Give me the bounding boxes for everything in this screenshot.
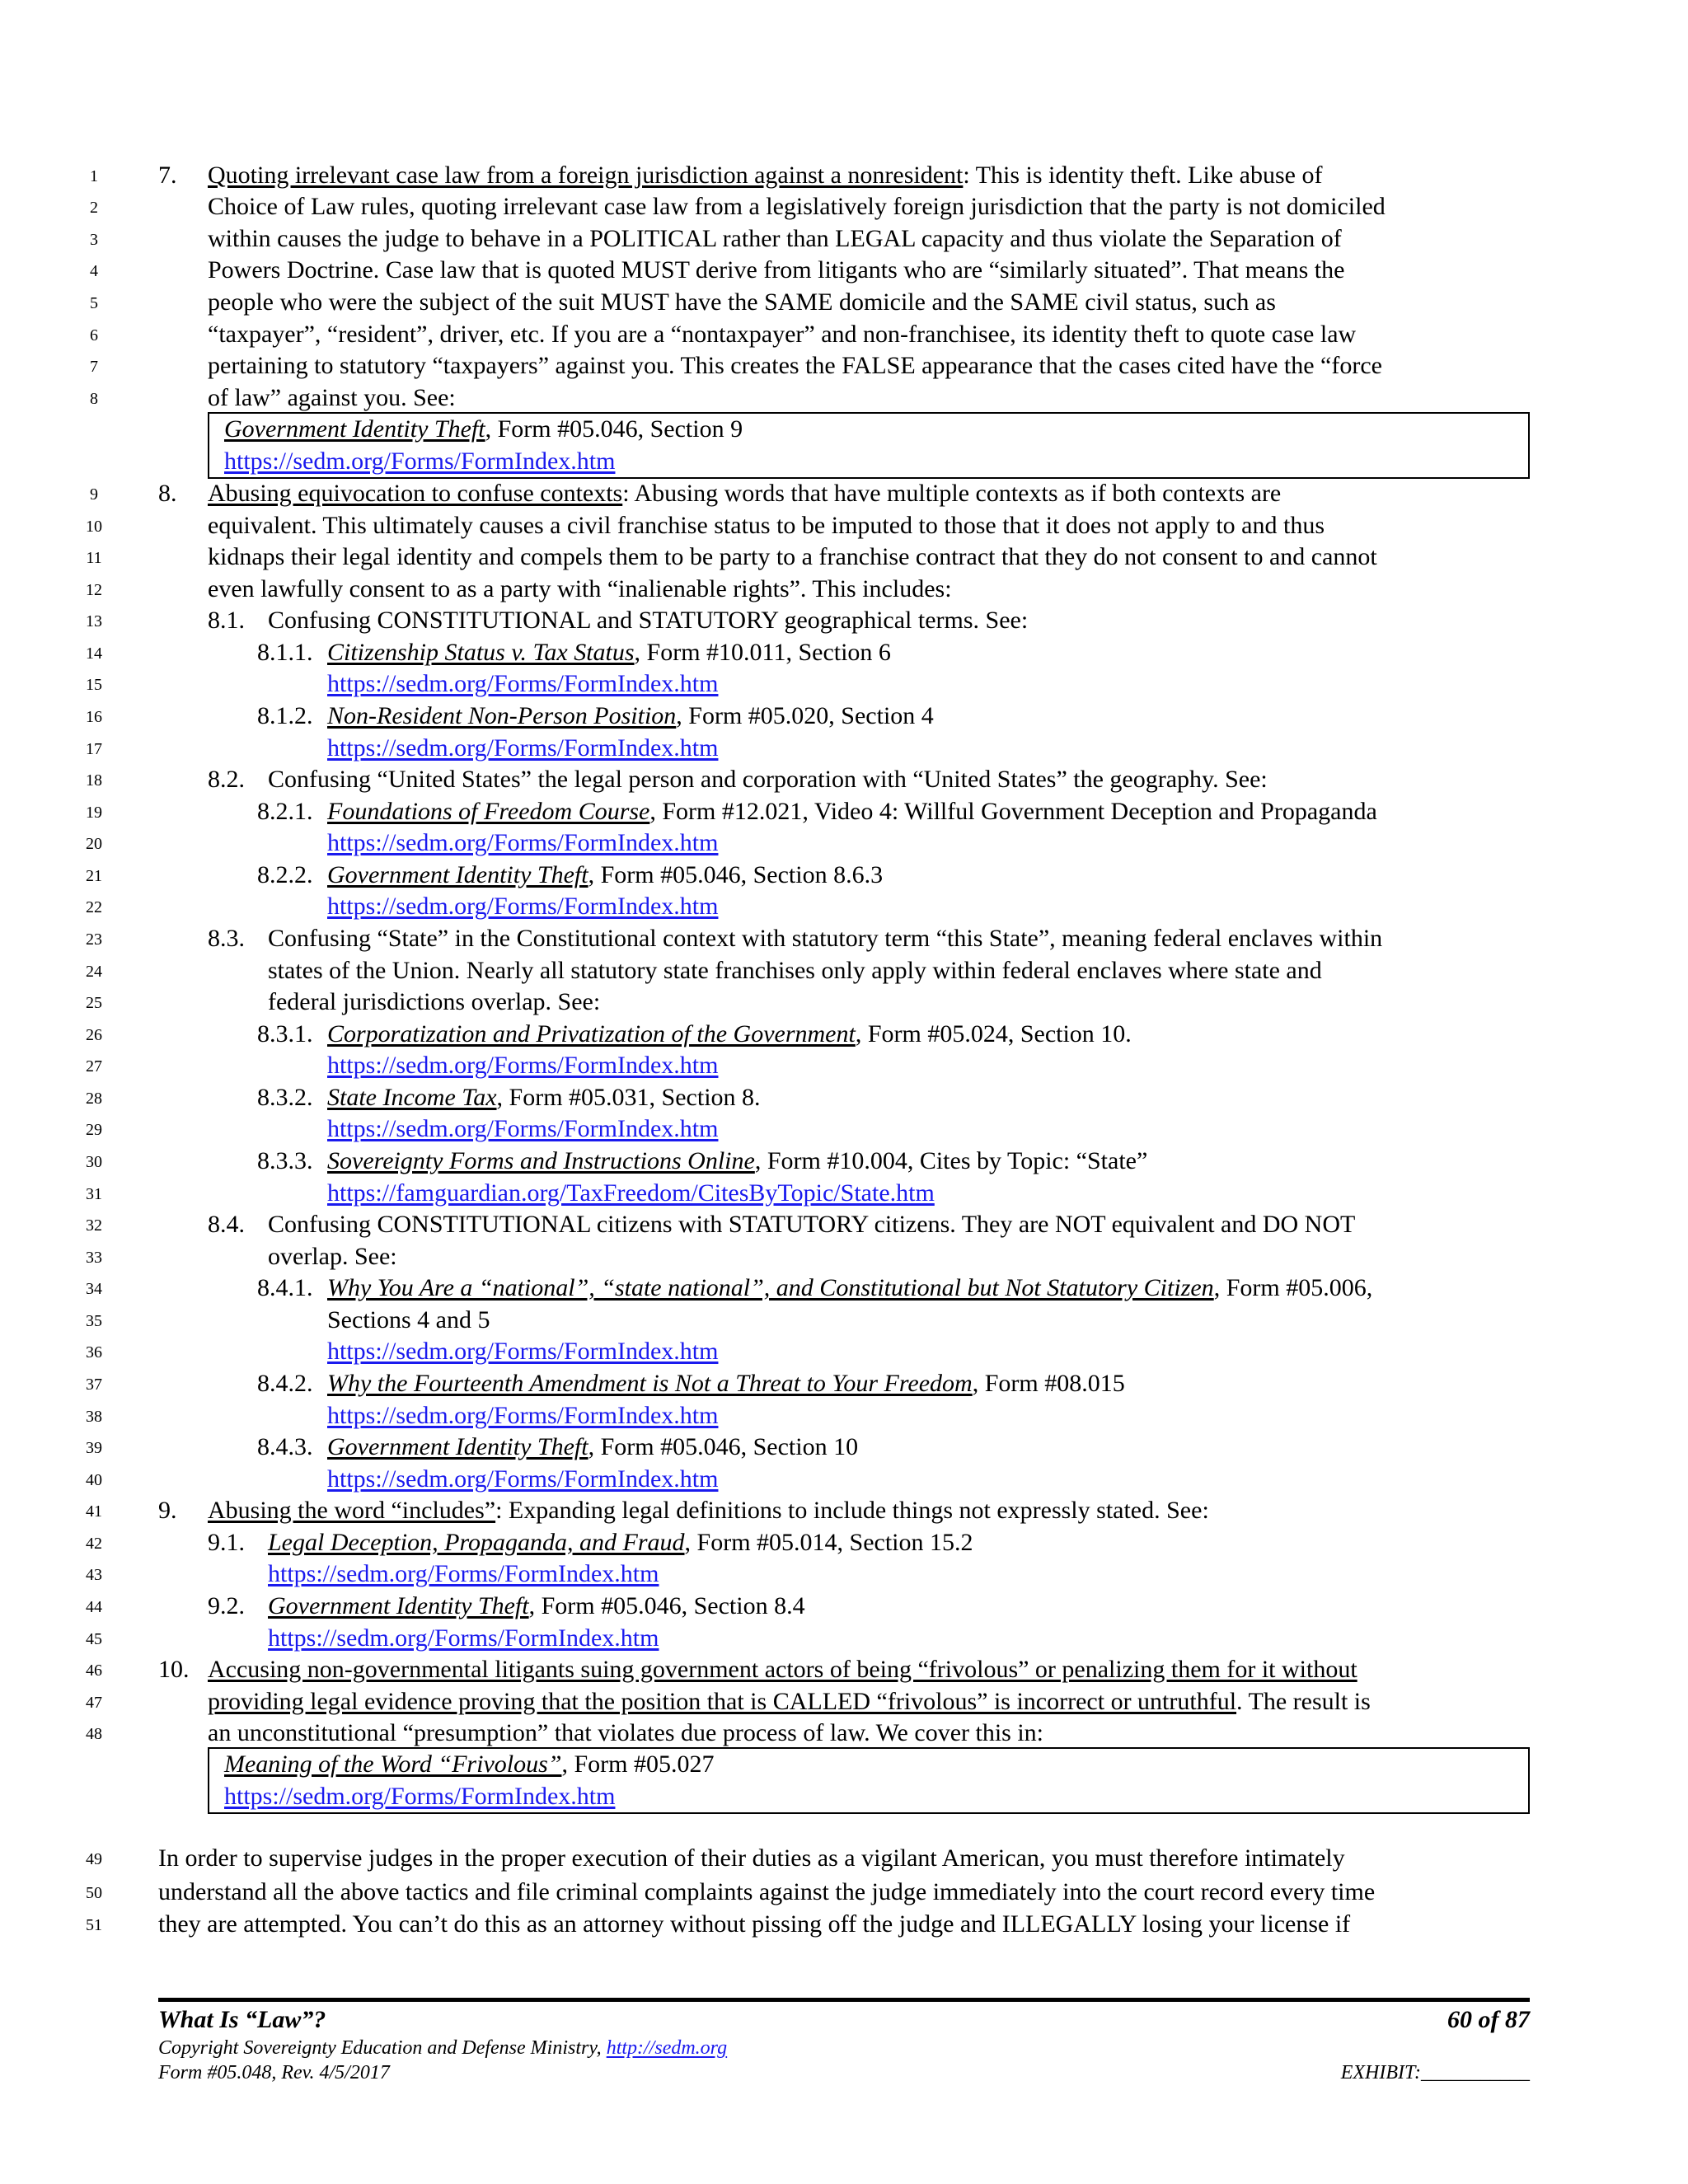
text-line: Powers Doctrine. Case law that is quoted MUST derive from litigants who are “similarly situated”. That means the <box>208 256 1345 284</box>
line-number: 14 <box>86 644 102 663</box>
reference-link[interactable]: https://sedm.org/Forms/FormIndex.htm <box>268 1560 659 1587</box>
line-number: 24 <box>86 963 102 981</box>
line-number: 8 <box>90 390 98 408</box>
form-revision: Form #05.048, Rev. 4/5/2017 <box>158 2062 390 2083</box>
reference-title: Why the Fourteenth Amendment is Not a Threat to Your Freedom <box>327 1370 973 1397</box>
link-line <box>327 668 718 700</box>
line-number: 18 <box>86 771 102 790</box>
reference-link[interactable]: https://sedm.org/Forms/FormIndex.htm <box>327 670 719 697</box>
link-line <box>327 1464 718 1495</box>
reference-line: Why You Are a “national”, “state national”, and Constitutional but Not Statutory Citizen, Form #05.006, <box>327 1274 1373 1301</box>
subitem-number: 9.1. <box>208 1529 245 1556</box>
subitem-number: 8.1.2. <box>257 702 313 729</box>
text-line: Confusing “United States” the legal person and corporation with “United States” the geography. See: <box>268 766 1268 793</box>
reference-title: Citizenship Status v. Tax Status <box>327 639 635 666</box>
line-number: 49 <box>86 1850 102 1868</box>
reference-link[interactable]: https://famguardian.org/TaxFreedom/CitesByTopic/State.htm <box>327 1179 935 1207</box>
reference-line: Legal Deception, Propaganda, and Fraud, Form #05.014, Section 15.2 <box>268 1529 973 1556</box>
text-line: pertaining to statutory “taxpayers” against you. This creates the FALSE appearance that the cases cited have the “force <box>208 352 1382 379</box>
text-line: of law” against you. See: <box>208 384 456 411</box>
line-number: 34 <box>86 1280 102 1298</box>
box-link-line <box>224 1781 615 1812</box>
subitem-number: 8.4.3. <box>257 1433 313 1460</box>
line-number: 10 <box>86 518 102 536</box>
line-number: 41 <box>86 1502 102 1521</box>
reference-link[interactable]: https://sedm.org/Forms/FormIndex.htm <box>224 1783 616 1810</box>
line-number: 20 <box>86 835 102 853</box>
line-number: 19 <box>86 804 102 822</box>
line-number: 22 <box>86 898 102 916</box>
text-line: Abusing the word “includes”: Expanding legal definitions to include things not expressly stated. See: <box>208 1497 1209 1524</box>
line-number: 11 <box>86 549 102 567</box>
line-number: 1 <box>90 167 98 185</box>
exhibit-label: EXHIBIT:___________ <box>1340 2062 1530 2083</box>
text-line: Confusing “State” in the Constitutional context with statutory term “this State”, meaning federal enclaves within <box>268 925 1383 952</box>
line-number: 51 <box>86 1916 102 1934</box>
line-number: 46 <box>86 1661 102 1680</box>
reference-link[interactable]: https://sedm.org/Forms/FormIndex.htm <box>268 1624 659 1652</box>
subitem-number: 8.4. <box>208 1211 245 1238</box>
line-number: 45 <box>86 1630 102 1648</box>
text-line <box>208 1654 1357 1685</box>
reference-line: Sovereignty Forms and Instructions Online, Form #10.004, Cites by Topic: “State” <box>327 1147 1148 1174</box>
link-line <box>327 1400 718 1432</box>
text-line: people who were the subject of the suit MUST have the SAME domicile and the SAME civil status, such as <box>208 288 1276 316</box>
link-line <box>327 1050 718 1081</box>
text-line: Choice of Law rules, quoting irrelevant case law from a legislatively foreign jurisdiction that the party is not domiciled <box>208 193 1386 220</box>
reference-link[interactable]: https://sedm.org/Forms/FormIndex.htm <box>327 1338 719 1365</box>
line-number: 9 <box>90 485 98 504</box>
line-number: 17 <box>86 740 102 758</box>
reference-link[interactable]: https://sedm.org/Forms/FormIndex.htm <box>327 1052 719 1079</box>
text-line: understand all the above tactics and file criminal complaints against the judge immediately into the court record every time <box>158 1878 1376 1905</box>
reference-title: State Income Tax <box>327 1084 497 1111</box>
document-title: What Is “Law”? <box>158 2006 326 2033</box>
text-line: an unconstitutional “presumption” that violates due process of law. We cover this in: <box>208 1719 1044 1746</box>
text-line: kidnaps their legal identity and compels them to be party to a franchise contract that they do not consent to and cannot <box>208 543 1377 570</box>
item-heading: Abusing the word “includes” <box>208 1497 496 1524</box>
line-number: 25 <box>86 994 102 1012</box>
subitem-number: 8.1. <box>208 607 245 634</box>
reference-line: Non-Resident Non-Person Position, Form #05.020, Section 4 <box>327 702 934 729</box>
copyright-line: Copyright Sovereignty Education and Defense Ministry, http://sedm.org <box>158 2037 728 2059</box>
link-line <box>327 827 718 859</box>
reference-link[interactable]: https://sedm.org/Forms/FormIndex.htm <box>224 448 616 475</box>
subitem-number: 8.3.1. <box>257 1020 313 1047</box>
item-heading: providing legal evidence proving that the position that is CALLED “frivolous” is incorrect or untruthful <box>208 1688 1237 1715</box>
line-number: 15 <box>86 676 102 694</box>
subitem-number: 8.4.1. <box>257 1274 313 1301</box>
reference-title: Why You Are a “national”, “state national”, and Constitutional but Not Statutory Citizen <box>327 1274 1214 1301</box>
reference-line: Why the Fourteenth Amendment is Not a Threat to Your Freedom, Form #08.015 <box>327 1370 1125 1397</box>
text-line: states of the Union. Nearly all statutory state franchises only apply within federal enclaves where state and <box>268 957 1322 984</box>
line-number: 27 <box>86 1057 102 1076</box>
line-number: 32 <box>86 1216 102 1235</box>
item-number: 8. <box>158 480 177 507</box>
box-reference-line: Government Identity Theft, Form #05.046, Section 9 <box>224 415 743 443</box>
line-number: 4 <box>90 262 98 280</box>
subitem-number: 8.2. <box>208 766 245 793</box>
text-line: In order to supervise judges in the proper execution of their duties as a vigilant American, you must therefore intimately <box>158 1844 1345 1872</box>
item-heading: Accusing non-governmental litigants suing government actors of being “frivolous” or penalizing them for it without <box>208 1656 1357 1683</box>
line-number: 7 <box>90 358 98 376</box>
subitem-number: 9.2. <box>208 1592 245 1619</box>
item-heading: Abusing equivocation to confuse contexts <box>208 480 623 507</box>
text-line: federal jurisdictions overlap. See: <box>268 988 601 1015</box>
line-number: 26 <box>86 1026 102 1044</box>
text-line: overlap. See: <box>268 1243 397 1270</box>
box-link-line <box>224 446 615 477</box>
line-number: 36 <box>86 1343 102 1361</box>
reference-link[interactable]: https://sedm.org/Forms/FormIndex.htm <box>327 1402 719 1429</box>
box-reference-line: Meaning of the Word “Frivolous”, Form #05.027 <box>224 1750 715 1778</box>
line-number: 5 <box>90 294 98 312</box>
reference-title: Sovereignty Forms and Instructions Online <box>327 1147 755 1174</box>
link-line <box>327 1113 718 1145</box>
link-line <box>327 891 718 922</box>
line-number: 43 <box>86 1566 102 1584</box>
text-line: within causes the judge to behave in a POLITICAL rather than LEGAL capacity and thus violate the Separation of <box>208 225 1342 252</box>
line-number: 23 <box>86 930 102 949</box>
line-number: 21 <box>86 867 102 885</box>
line-number: 3 <box>90 231 98 249</box>
link-line <box>327 1178 935 1209</box>
line-number: 44 <box>86 1598 102 1616</box>
line-number: 42 <box>86 1535 102 1553</box>
reference-line: Government Identity Theft, Form #05.046, Section 10 <box>327 1433 859 1460</box>
text-line: they are attempted. You can’t do this as an attorney without pissing off the judge and ILLEGALLY losing your license if <box>158 1910 1351 1938</box>
line-number: 50 <box>86 1884 102 1902</box>
reference-link[interactable]: https://sedm.org/Forms/FormIndex.htm <box>327 829 719 856</box>
subitem-number: 8.2.2. <box>257 861 313 888</box>
reference-line: Corporatization and Privatization of the Government, Form #05.024, Section 10. <box>327 1020 1132 1047</box>
line-number: 31 <box>86 1185 102 1203</box>
link-line <box>268 1623 659 1654</box>
text-line: Sections 4 and 5 <box>327 1306 490 1333</box>
text-line: Confusing CONSTITUTIONAL citizens with STATUTORY citizens. They are NOT equivalent and DO NOT <box>268 1211 1356 1238</box>
link-line <box>327 1336 718 1367</box>
subitem-number: 8.4.2. <box>257 1370 313 1397</box>
link-line <box>327 733 718 764</box>
text-line: Confusing CONSTITUTIONAL and STATUTORY geographical terms. See: <box>268 607 1029 634</box>
reference-link[interactable]: https://sedm.org/Forms/FormIndex.htm <box>327 893 719 920</box>
reference-title: Government Identity Theft <box>327 1433 588 1460</box>
reference-title: Government Identity Theft <box>268 1592 529 1619</box>
line-number: 2 <box>90 199 98 217</box>
item-heading: Quoting irrelevant case law from a foreign jurisdiction against a nonresident <box>208 162 964 189</box>
line-number: 39 <box>86 1439 102 1457</box>
item-number: 7. <box>158 162 177 189</box>
line-number: 33 <box>86 1249 102 1267</box>
line-number: 40 <box>86 1471 102 1489</box>
reference-link[interactable]: https://sedm.org/Forms/FormIndex.htm <box>327 734 719 762</box>
subitem-number: 8.1.1. <box>257 639 313 666</box>
reference-title: Meaning of the Word “Frivolous” <box>224 1750 562 1778</box>
text-line: Quoting irrelevant case law from a foreign jurisdiction against a nonresident: This is identity theft. Like abuse of <box>208 162 1323 189</box>
reference-line: State Income Tax, Form #05.031, Section 8. <box>327 1084 761 1111</box>
subitem-number: 8.3.3. <box>257 1147 313 1174</box>
reference-line: Government Identity Theft, Form #05.046, Section 8.6.3 <box>327 861 884 888</box>
text-line: providing legal evidence proving that the position that is CALLED “frivolous” is incorrect or untruthful. The result is <box>208 1688 1371 1715</box>
line-number: 28 <box>86 1090 102 1108</box>
reference-title: Corporatization and Privatization of the Government <box>327 1020 856 1047</box>
reference-title: Foundations of Freedom Course <box>327 798 650 825</box>
copyright-link[interactable]: http://sedm.org <box>606 2037 728 2059</box>
reference-link[interactable]: https://sedm.org/Forms/FormIndex.htm <box>327 1115 719 1142</box>
text-line: “taxpayer”, “resident”, driver, etc. If you are a “nontaxpayer” and non-franchisee, its identity theft to quote case law <box>208 321 1357 348</box>
reference-line: Citizenship Status v. Tax Status, Form #10.011, Section 6 <box>327 639 891 666</box>
line-number: 48 <box>86 1725 102 1743</box>
link-line <box>268 1558 659 1590</box>
footer-divider <box>158 1998 1530 2002</box>
line-number: 37 <box>86 1376 102 1394</box>
line-number: 47 <box>86 1694 102 1712</box>
text-line: Abusing equivocation to confuse contexts: Abusing words that have multiple contexts as if both contexts are <box>208 480 1282 507</box>
reference-title: Government Identity Theft <box>327 861 588 888</box>
reference-title: Non-Resident Non-Person Position <box>327 702 677 729</box>
reference-title: Legal Deception, Propaganda, and Fraud <box>268 1529 685 1556</box>
line-number: 30 <box>86 1153 102 1171</box>
line-number: 12 <box>86 581 102 599</box>
reference-title: Government Identity Theft <box>224 415 485 443</box>
text-line: equivalent. This ultimately causes a civil franchise status to be imputed to those that it does not apply to and thus <box>208 512 1325 539</box>
text-line: even lawfully consent to as a party with “inalienable rights”. This includes: <box>208 575 952 602</box>
reference-link[interactable]: https://sedm.org/Forms/FormIndex.htm <box>327 1465 719 1493</box>
line-number: 29 <box>86 1121 102 1139</box>
line-number: 16 <box>86 708 102 726</box>
line-number: 38 <box>86 1408 102 1426</box>
subitem-number: 8.3. <box>208 925 245 952</box>
line-number: 13 <box>86 612 102 630</box>
reference-line: Government Identity Theft, Form #05.046, Section 8.4 <box>268 1592 805 1619</box>
item-number: 10. <box>158 1656 190 1683</box>
page-number: 60 of 87 <box>1447 2006 1530 2033</box>
line-number: 35 <box>86 1312 102 1330</box>
line-number: 6 <box>90 326 98 344</box>
reference-line: Foundations of Freedom Course, Form #12.021, Video 4: Willful Government Deception and Propaganda <box>327 798 1377 825</box>
item-number: 9. <box>158 1497 177 1524</box>
subitem-number: 8.2.1. <box>257 798 313 825</box>
subitem-number: 8.3.2. <box>257 1084 313 1111</box>
